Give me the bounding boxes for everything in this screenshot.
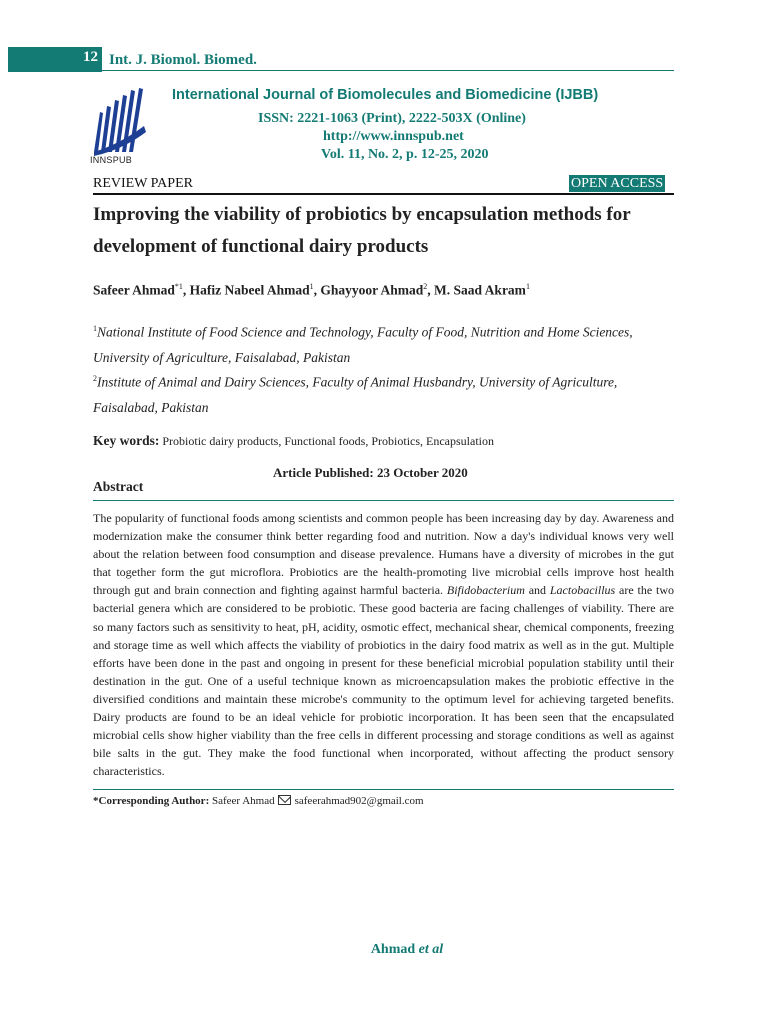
author-affiliation-marker: 1 [309,282,314,291]
corresponding-email[interactable]: safeerahmad902@gmail.com [294,795,424,807]
affiliation-1 [93,316,678,370]
publication-date: Article Published: 23 October 2020 [273,465,468,480]
author-name: Ghayyoor Ahmad [320,282,424,298]
volume-line: Vol. 11, No. 2, p. 12-25, 2020 [321,147,489,162]
affiliation-marker: 1 [93,324,97,333]
journal-short-title: Int. J. Biomol. Biomed. [109,52,257,68]
author-name: M. Saad Akram [434,282,526,298]
page-number: 12 [83,49,98,65]
footer-et-al: et al [418,942,444,957]
paper-title: Improving the viability of probiotics by encapsulation methods for development of functional dairy products [93,204,631,257]
abstract-rule-bottom [93,789,674,790]
author-affiliation-marker: 1 [525,282,530,291]
innspub-logo-icon [90,86,162,164]
affiliation-text: National Institute of Food Science and Technology, Faculty of Food, Nutrition and Home Sciences, University of Agriculture, Faisalabad, Pakistan [93,324,633,365]
affiliation-marker: 2 [93,374,97,383]
keywords-text: Probiotic dairy products, Functional foods, Probiotics, Encapsulation [162,434,494,448]
abstract-genus-name: Bifidobacterium [446,583,525,598]
abstract-text-segment: are the two bacterial genera which are considered to be probiotic. These good bacteria are facing challenges of viability. There are so many factors such as sensitivity to heat, pH, acidity, osmotic effect, mechanical shear, chemical components, freezing and storage time as well which affects the viability of probiotics in the dairy food matrix as well as in the gut. Multiple efforts have been done in the past and ongoing in present for these beneficial microbial population stability until their destination in the gut. One of a useful technique known as microencapsulation makes the probiotic effective in the diversified conditions and maintain these microbe's community to the optimum level for achieving targeted benefits. Dairy products are found to be an ideal vehicle for probiotic incorporation. It has been seen that the encapsulated microbial cells show higher viability than the free cells in different processing and storage conditions as well as against bile salts in the gut. They make the food functional when incorporated, without affecting the product sensory characteristics. [93,583,675,779]
abstract-text-segment: The popularity of functional foods among scientists and common people has been increasing day by day. Awareness and modernization make the consumer think better regarding food and nutrition. Now a day's individual knows very well about the relation between food consumption and disease prevalence. Humans have a diversity of microbes in the gut that together form the gut microflora. Probiotics are the health-promoting live microbial cells improve host health through gut and brain connection and fighting against harmful bacteria. [93,511,674,598]
abstract-text-segment: and [524,583,550,598]
abstract-heading: Abstract [93,479,144,494]
open-access-badge: OPEN ACCESS [571,176,664,191]
affiliation-text: Institute of Animal and Dairy Sciences, Faculty of Animal Husbandry, University of Agriculture, Faisalabad, Pakistan [93,374,618,415]
affiliation-2 [93,366,678,420]
corresponding-label: *Corresponding Author: [93,795,210,807]
author-affiliation-marker: *1 [174,282,183,291]
journal-url: http://www.innspub.net [323,129,464,144]
header-rule [102,70,674,71]
keywords-label: Key words: [93,433,160,448]
paper-type-label: REVIEW PAPER [93,176,193,191]
author-name: Hafiz Nabeel Ahmad [189,282,310,298]
abstract-genus-name: Lactobacillus [549,583,616,598]
abstract-rule-top [93,500,674,501]
logo-text: INNSPUB [90,155,133,165]
author-list: Safeer Ahmad$^{*1}$, Hafiz Nabeel Ahmad$^1$, Ghayyoor Ahmad$^2$, M. Saad Akram$^1$ [93,282,530,298]
paper-type-rule [93,193,674,195]
journal-full-title: International Journal of Biomolecules and Biomedicine (IJBB) [172,87,599,103]
corresponding-author [93,795,424,807]
author-name: Safeer Ahmad [93,282,175,298]
footer-running-author [0,942,768,958]
mail-icon [278,795,291,805]
issn-line: ISSN: 2221-1063 (Print), 2222-503X (Online) [258,111,526,126]
abstract-body [93,509,674,780]
keywords [93,433,494,449]
footer-author: Ahmad [370,942,416,957]
corresponding-name: Safeer Ahmad [211,795,275,807]
author-affiliation-marker: 2 [423,282,428,291]
